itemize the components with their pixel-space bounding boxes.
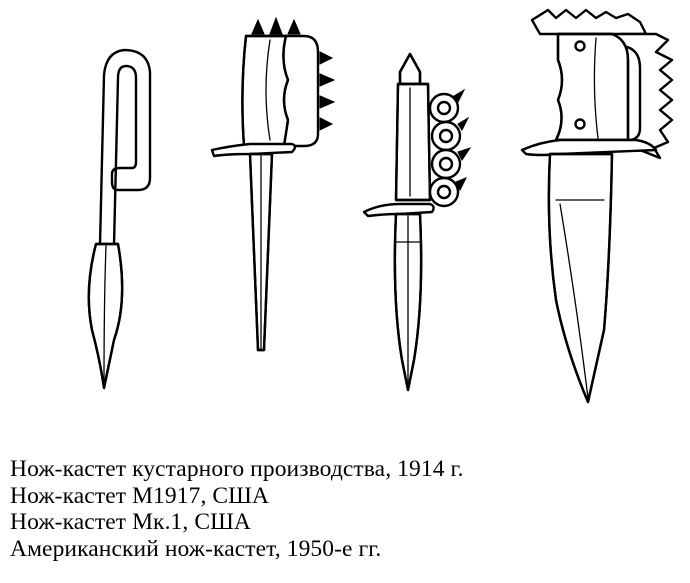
homemade-knuckle-knife-1914-icon xyxy=(89,50,150,388)
mk1-trench-knife-icon xyxy=(364,54,470,390)
american-knuckle-knife-1950s-icon xyxy=(522,10,672,402)
knuckle-rings xyxy=(430,90,470,206)
caption-american-1950s: Американский нож-кастет, 1950-е гг. xyxy=(10,535,382,562)
caption-mk1: Нож-кастет Мк.1, США xyxy=(10,509,252,535)
m1917-trench-knife-icon xyxy=(212,18,334,350)
captions-list xyxy=(10,456,680,562)
caption-m1917: Нож-кастет М1917, США xyxy=(10,482,270,509)
caption-homemade-1914: Нож-кастет кустарного производства, 1914 г. xyxy=(10,456,464,482)
